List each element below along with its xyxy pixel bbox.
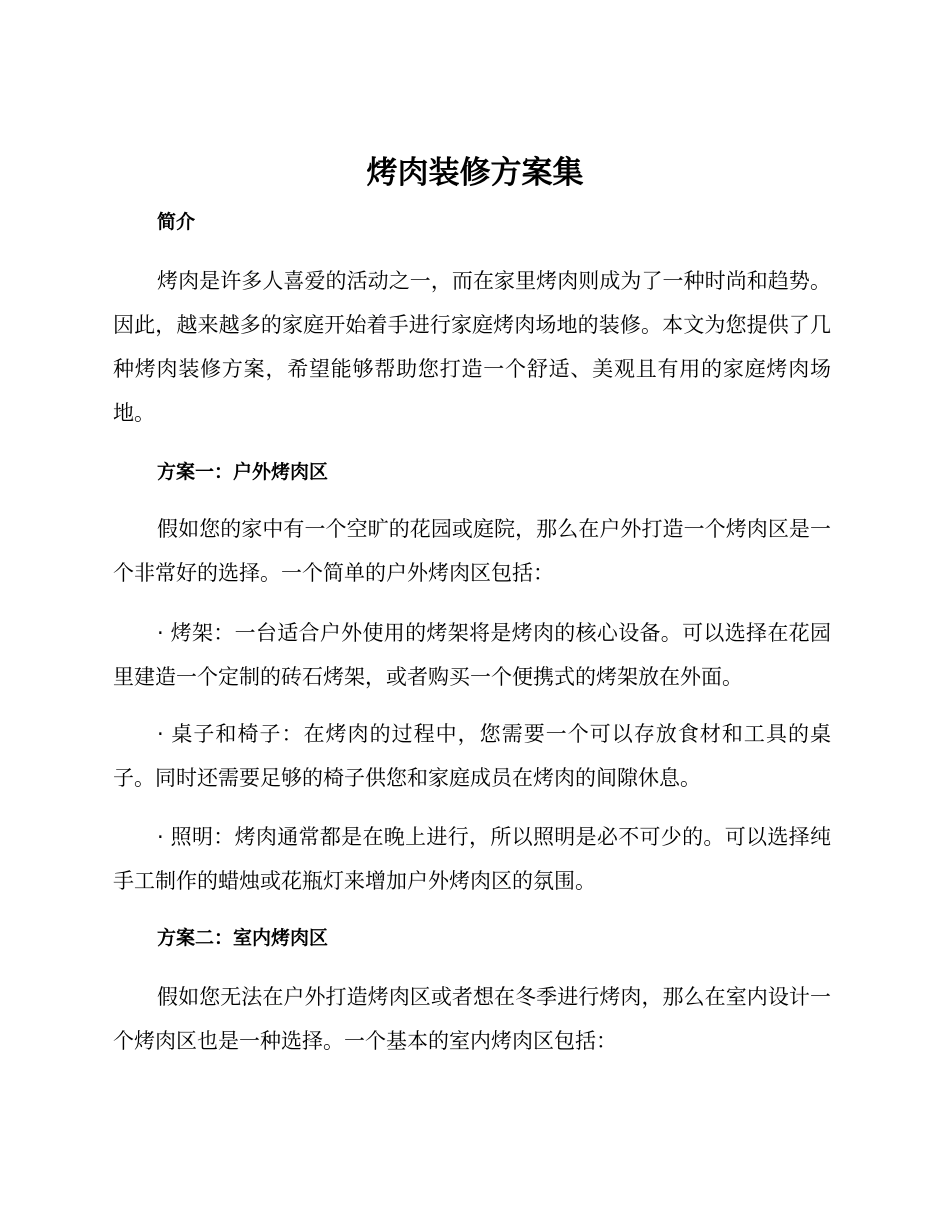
plan-one-table-item: · 桌子和椅子：在烤肉的过程中，您需要一个可以存放食材和工具的桌子。同时还需要足够的椅子供您和家庭成员在烤肉的间隙休息。 [113, 722, 831, 790]
section-heading-plan-two: 方案二：室内烤肉区 [157, 927, 329, 949]
plan-two-intro-paragraph: 假如您无法在户外打造烤肉区或者想在冬季进行烤肉，那么在室内设计一个烤肉区也是一种选择。一个基本的室内烤肉区包括： [113, 985, 831, 1053]
plan-one-lighting-item: · 照明：烤肉通常都是在晚上进行，所以照明是必不可少的。可以选择纯手工制作的蜡烛或花瓶灯来增加户外烤肉区的氛围。 [113, 825, 831, 893]
plan-one-grill-item: · 烤架：一台适合户外使用的烤架将是烤肉的核心设备。可以选择在花园里建造一个定制的砖石烤架，或者购买一个便携式的烤架放在外面。 [113, 621, 831, 689]
plan-one-intro-paragraph: 假如您的家中有一个空旷的花园或庭院，那么在户外打造一个烤肉区是一个非常好的选择。一个简单的户外烤肉区包括： [113, 517, 831, 585]
document-title: 烤肉装修方案集 [366, 155, 584, 191]
intro-paragraph: 烤肉是许多人喜爱的活动之一，而在家里烤肉则成为了一种时尚和趋势。因此，越来越多的家庭开始着手进行家庭烤肉场地的装修。本文为您提供了几种烤肉装修方案，希望能够帮助您打造一个舒适、美观且有用的家庭烤肉场地。 [113, 269, 831, 425]
section-heading-intro: 简介 [157, 211, 196, 233]
section-heading-plan-one: 方案一：户外烤肉区 [157, 461, 329, 483]
